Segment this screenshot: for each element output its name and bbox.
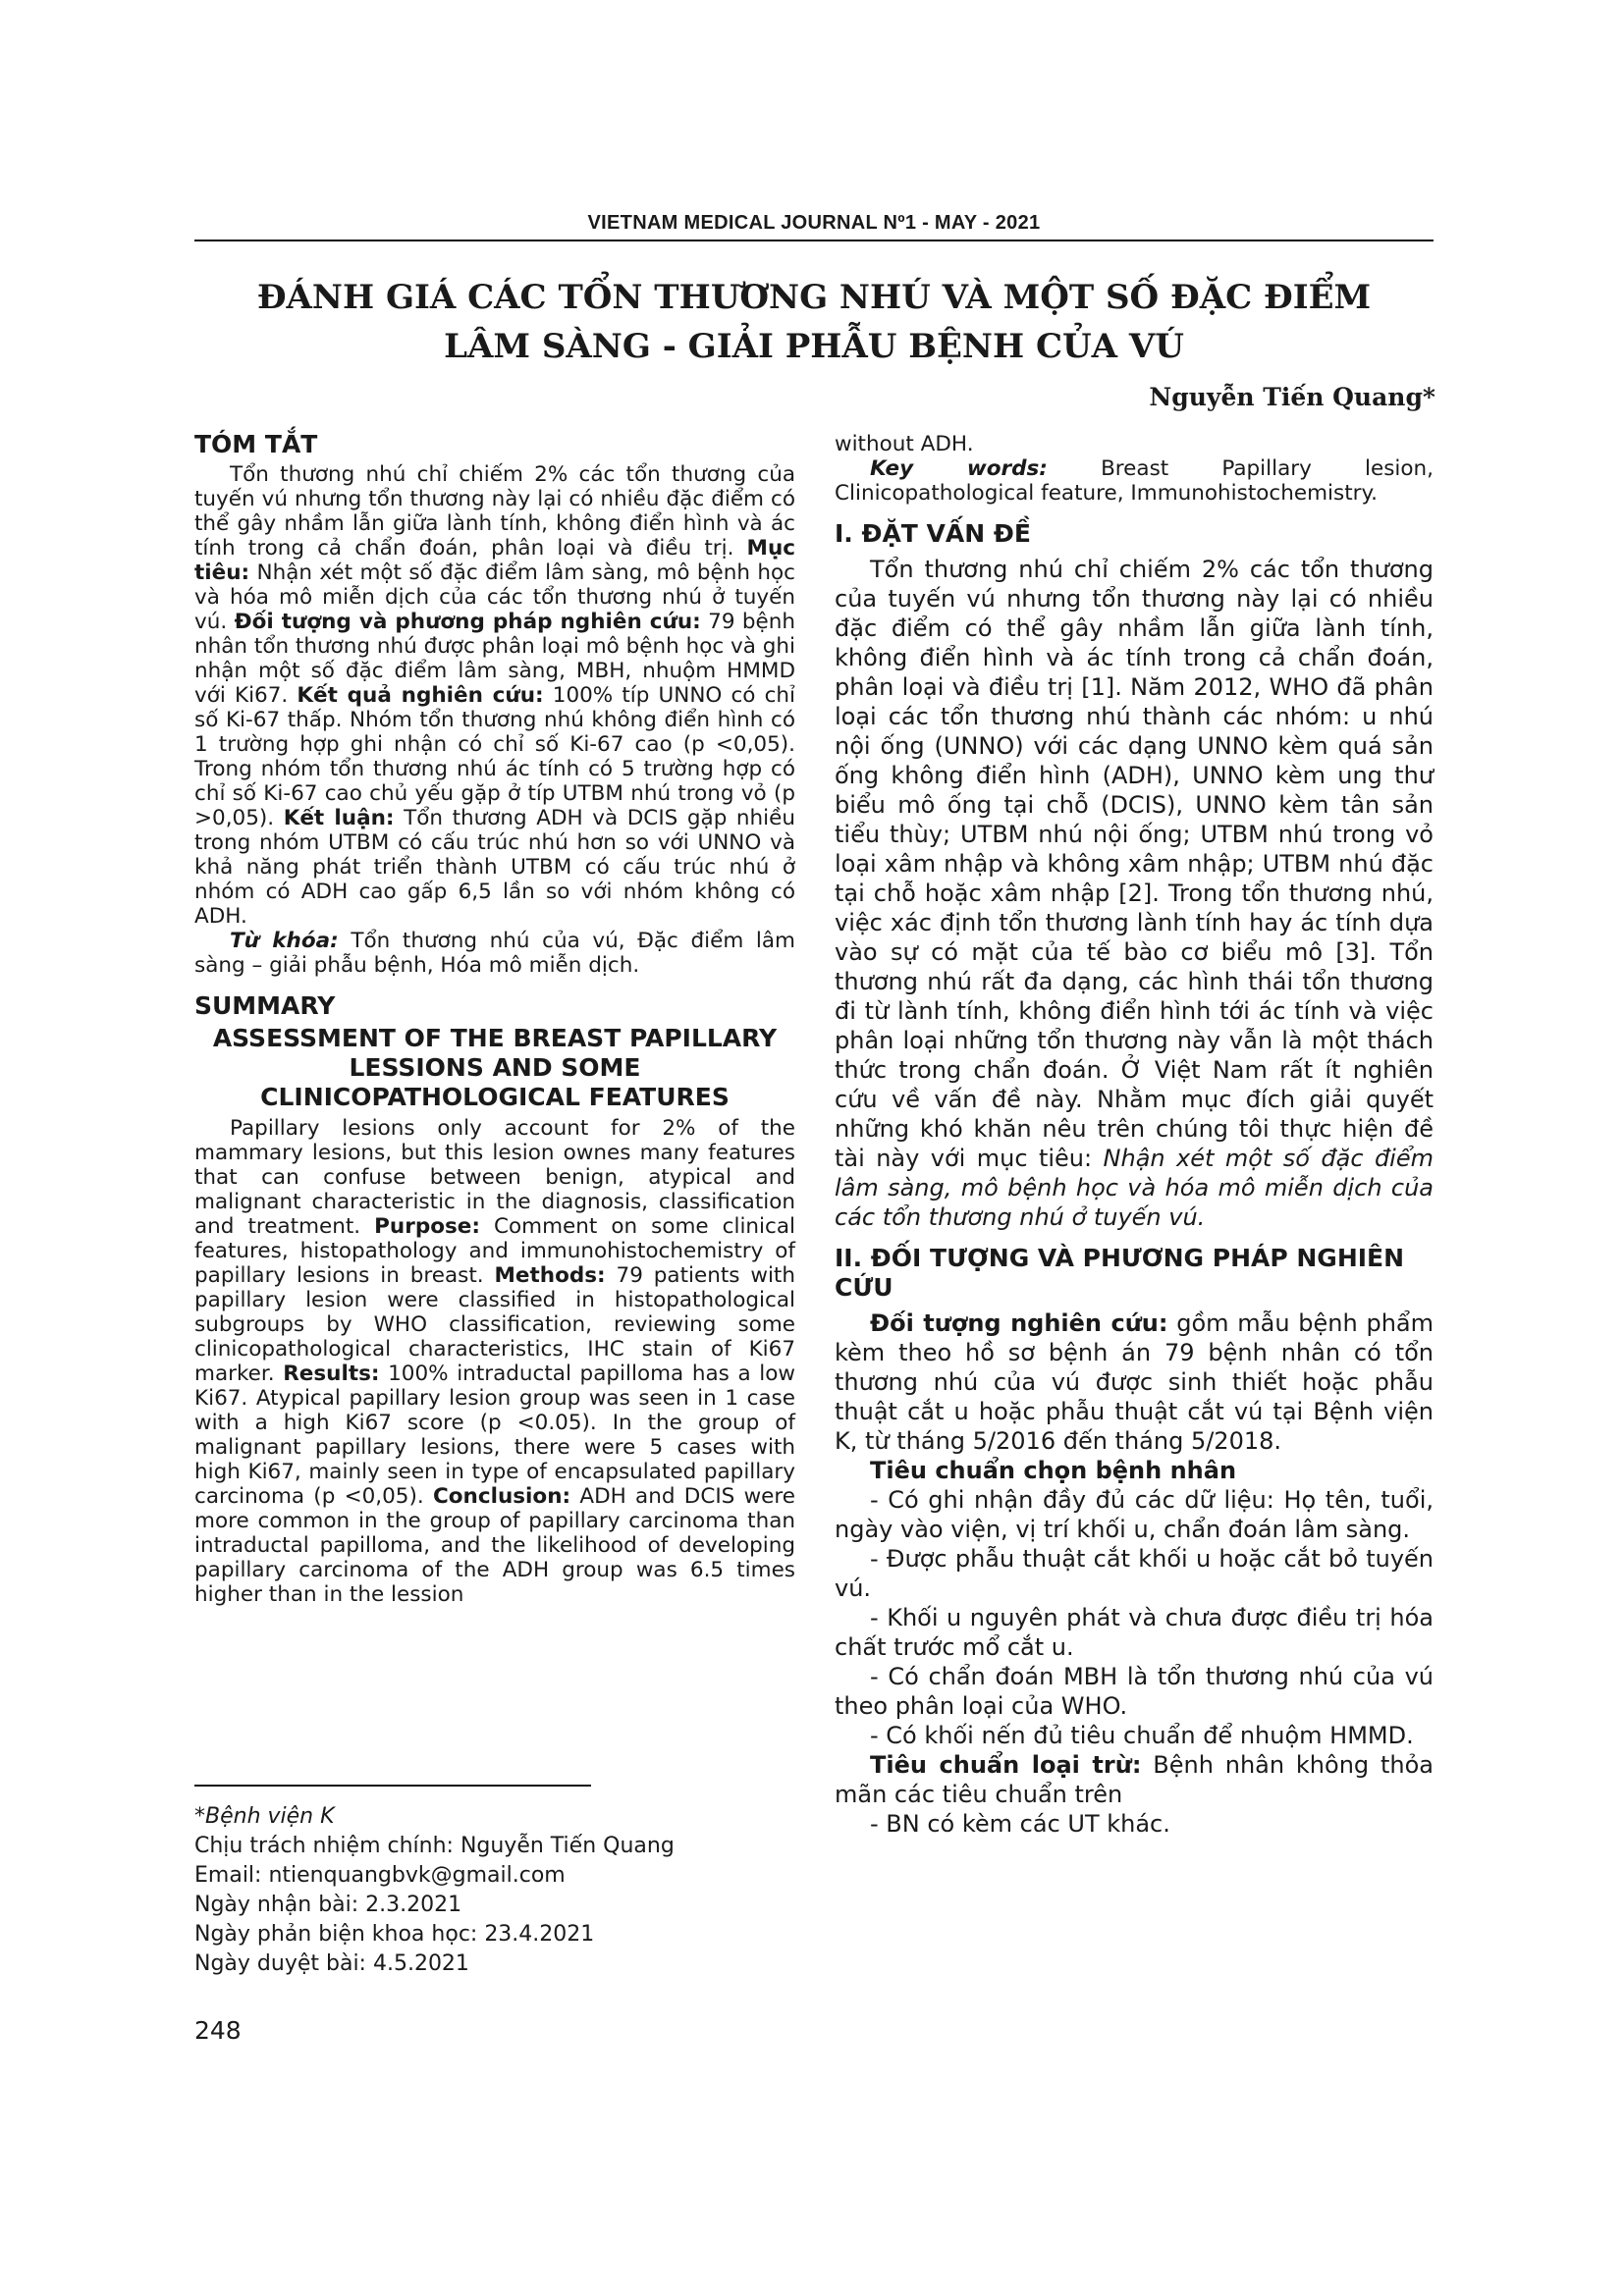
abstract-vi-methods-label: Đối tượng và phương pháp nghiên cứu: [234,610,701,634]
title-line-2: LÂM SÀNG - GIẢI PHẪU BỆNH CỦA VÚ [444,327,1184,366]
abstract-en-keywords-text: Breast Papillary lesion, Clinicopathological feature, Immunohistochemistry. [835,456,1434,506]
abstract-en-purpose: Comment on some clinical features, histopathology and immunohistochemistry of papillary lesions in breast. [194,1214,795,1288]
section-1-body: Tổn thương nhú chỉ chiếm 2% các tổn thương của tuyến vú nhưng tổn thương này lại có nhiều đặc điểm có thể gây nhầm lẫn giữa lành tính, không điển hình và ác tính trong cả chẩn đoán, phân loại và điều trị [1]. Năm 2012, WHO đã phân loại các tổn thương nhú thành các nhóm: u nhú nội ống (UNNO) với các dạng UNNO kèm quá sản ống không điển hình (ADH), UNNO kèm ung thư biểu mô ống tại chỗ (DCIS), UNNO kèm tân sản tiểu thùy; UTBM nhú nội ống; UTBM nhú trong vỏ loại xâm nhập và không xâm nhập; UTBM nhú đặc tại chỗ hoặc xâm nhập [2]. Trong tổn thương nhú, việc xác định tổn thương lành tính hay ác tính dựa vào sự có mặt của tế bào cơ biểu mô [3]. Tổn thương nhú rất đa dạng, các hình thái tổn thương đi từ lành tính, không điển hình tới ác tính và việc phân loại những tổn thương này vẫn là một thách thức trong chẩn đoán. Ở Việt Nam rất ít nghiên cứu về vấn đề này. Nhằm mục đích giải quyết những khó khăn nêu trên chúng tôi thực hiện đề tài này với mục tiêu: [835,556,1434,1172]
section-1-objective: Nhận xét một số đặc điểm lâm sàng, mô bệnh học và hóa mô miễn dịch của các tổn thương nhú ở tuyến vú. [835,1145,1434,1231]
inclusion-item: - Được phẫu thuật cắt khối u hoặc cắt bỏ tuyến vú. [835,1545,1434,1602]
left-column [194,432,795,1607]
abstract-vi-conclusion-label: Kết luận: [283,806,395,830]
article-title [194,273,1434,371]
title-line-1: ĐÁNH GIÁ CÁC TỔN THƯƠNG NHÚ VÀ MỘT SỐ ĐẶC ĐIỂM [256,278,1372,317]
abstract-en-keywords [835,456,1434,506]
exclusion-label: Tiêu chuẩn loại trừ: [870,1751,1142,1779]
inclusion-item: - Có khối nến đủ tiêu chuẩn để nhuộm HMMD. [870,1722,1414,1749]
abstract-en-conclusion-label: Conclusion: [432,1484,571,1509]
abstract-vi-heading: TÓM TẮT [194,430,318,458]
journal-header: VIETNAM MEDICAL JOURNAL Nº1 - MAY - 2021 [587,212,1041,234]
abstract-en-conclusion: ADH and DCIS were more common in the group of papillary carcinoma than intraductal papilloma, and the likelihood of developing papillary carcinoma of the ADH group was 6.5 times higher than in the lession [194,1484,795,1607]
abstract-vi-keywords-text: Tổn thương nhú của vú, Đặc điểm lâm sàng – giải phẫu bệnh, Hóa mô miễn dịch. [194,929,795,978]
footnote-accepted: Ngày duyệt bài: 4.5.2021 [194,1951,469,1976]
summary-title-line-2: LESSIONS AND SOME [349,1053,641,1082]
page-number: 248 [194,2016,242,2045]
footnote-reviewed: Ngày phản biện khoa học: 23.4.2021 [194,1922,595,1947]
abstract-vi-keywords-label: Từ khóa: [230,929,339,953]
section-2-subjects [835,1308,1434,1456]
footnote [194,1802,675,1979]
abstract-en-intro: Papillary lesions only account for 2% of the mammary lesions, but this lesion ownes many features that can confuse between benign, atypical and malignant characteristic in the diagnosis, classification and treatment. [194,1116,795,1239]
header-rule [194,240,1434,241]
abstract-vi-methods: 79 bệnh nhân tổn thương nhú được phân loại mô bệnh học và ghi nhận một số đặc điểm lâm sàng, MBH, nhuộm HMMD với Ki67. [194,610,796,708]
abstract-en-results: 100% intraductal papilloma has a low Ki67. Atypical papillary lesion group was seen in 1 case with a high Ki67 score (p <0.05). In the group of malignant papillary lesions, there were 5 cases with high Ki67, mainly seen in type of encapsulated papillary carcinoma (p <0,05). [194,1362,795,1509]
abstract-vi-keywords [194,929,795,978]
footnote-affiliation: *Bệnh viện K [194,1804,335,1829]
summary-title-line-1: ASSESSMENT OF THE BREAST PAPILLARY [212,1024,778,1052]
inclusion-heading: Tiêu chuẩn chọn bệnh nhân [870,1457,1237,1484]
summary-heading: SUMMARY [194,991,336,1020]
abstract-vi-objective: Nhận xét một số đặc điểm lâm sàng, mô bệnh học và hóa mô miễn dịch của các tổn thương nhú ở tuyến vú. [194,561,795,634]
section-1-text [835,555,1434,1232]
section-2-subjects-text: gồm mẫu bệnh phẩm kèm theo hồ sơ bệnh án 79 bệnh nhân có tổn thương nhú của vú được sinh thiết hoặc phẫu thuật cắt u hoặc phẫu thuật cắt vú tại Bệnh viện K, từ tháng 5/2016 đến tháng 5/2018. [835,1309,1435,1455]
abstract-vi-objective-label: Mục tiêu: [194,536,795,585]
section-1-heading: I. ĐẶT VẤN ĐỀ [835,519,1031,548]
abstract-en-keywords-label: Key words: [870,456,1048,481]
inclusion-list [835,1485,1434,1750]
section-2-subjects-label: Đối tượng nghiên cứu: [870,1309,1168,1337]
abstract-en-methods-label: Methods: [494,1263,606,1288]
exclusion [835,1750,1434,1809]
abstract-vi-intro: Tổn thương nhú chỉ chiếm 2% các tổn thương của tuyến vú nhưng tổn thương này lại có nhiều đặc điểm có thể gây nhầm lẫn giữa lành tính, không điển hình và ác tính trong cả chẩn đoán, phân loại và điều trị. [194,462,795,561]
abstract-en-results-label: Results: [283,1362,380,1386]
abstract-vi-conclusion: Tổn thương ADH và DCIS gặp nhiều trong nhóm UTBM có cấu trúc nhú hơn so với UNNO và khả năng phát triển thành UTBM có cấu trúc nhú ở nhóm có ADH cao gấp 6,5 lần so với nhóm không có ADH. [194,806,796,929]
inclusion-item: - Khối u nguyên phát và chưa được điều trị hóa chất trước mổ cắt u. [835,1604,1434,1661]
exclusion-item: - BN có kèm các UT khác. [870,1810,1170,1838]
abstract-en-text [194,1116,795,1607]
exclusion-text: Bệnh nhân không thỏa mãn các tiêu chuẩn trên [835,1751,1434,1808]
summary-title [194,1024,795,1112]
abstract-vi-results: 100% típ UNNO có chỉ số Ki-67 thấp. Nhóm tổn thương nhú không điển hình có 1 trường hợp ghi nhận có chỉ số Ki-67 cao (p <0,05). Trong nhóm tổn thương nhú ác tính có 5 trường hợp có chỉ số Ki-67 cao chủ yếu gặp ở típ UTBM nhú trong vỏ (p >0,05). [194,683,795,830]
right-column [835,432,1434,1839]
abstract-vi-results-label: Kết quả nghiên cứu: [297,683,544,708]
inclusion-item: - Có chẩn đoán MBH là tổn thương nhú của vú theo phân loại của WHO. [835,1663,1434,1720]
author: Nguyễn Tiến Quang* [1149,383,1435,411]
inclusion-item: - Có ghi nhận đầy đủ các dữ liệu: Họ tên, tuổi, ngày vào viện, vị trí khối u, chẩn đoán lâm sàng. [835,1486,1434,1543]
abstract-vi-text [194,462,795,929]
section-2-heading: II. ĐỐI TƯỢNG VÀ PHƯƠNG PHÁP NGHIÊN CỨU [835,1244,1405,1302]
abstract-en-methods: 79 patients with papillary lesion were classified in histopathological subgroups by WHO classification, reviewing some clinicopathological characteristics, IHC stain of Ki67 marker. [194,1263,795,1386]
abstract-en-continued: without ADH. [835,432,974,456]
abstract-en-purpose-label: Purpose: [374,1214,480,1239]
footnote-rule [194,1785,591,1787]
footnote-received: Ngày nhận bài: 2.3.2021 [194,1893,462,1917]
footnote-responsible: Chịu trách nhiệm chính: Nguyễn Tiến Quang [194,1834,675,1858]
footnote-email: Email: ntienquangbvk@gmail.com [194,1863,566,1888]
summary-title-line-3: CLINICOPATHOLOGICAL FEATURES [260,1083,730,1111]
